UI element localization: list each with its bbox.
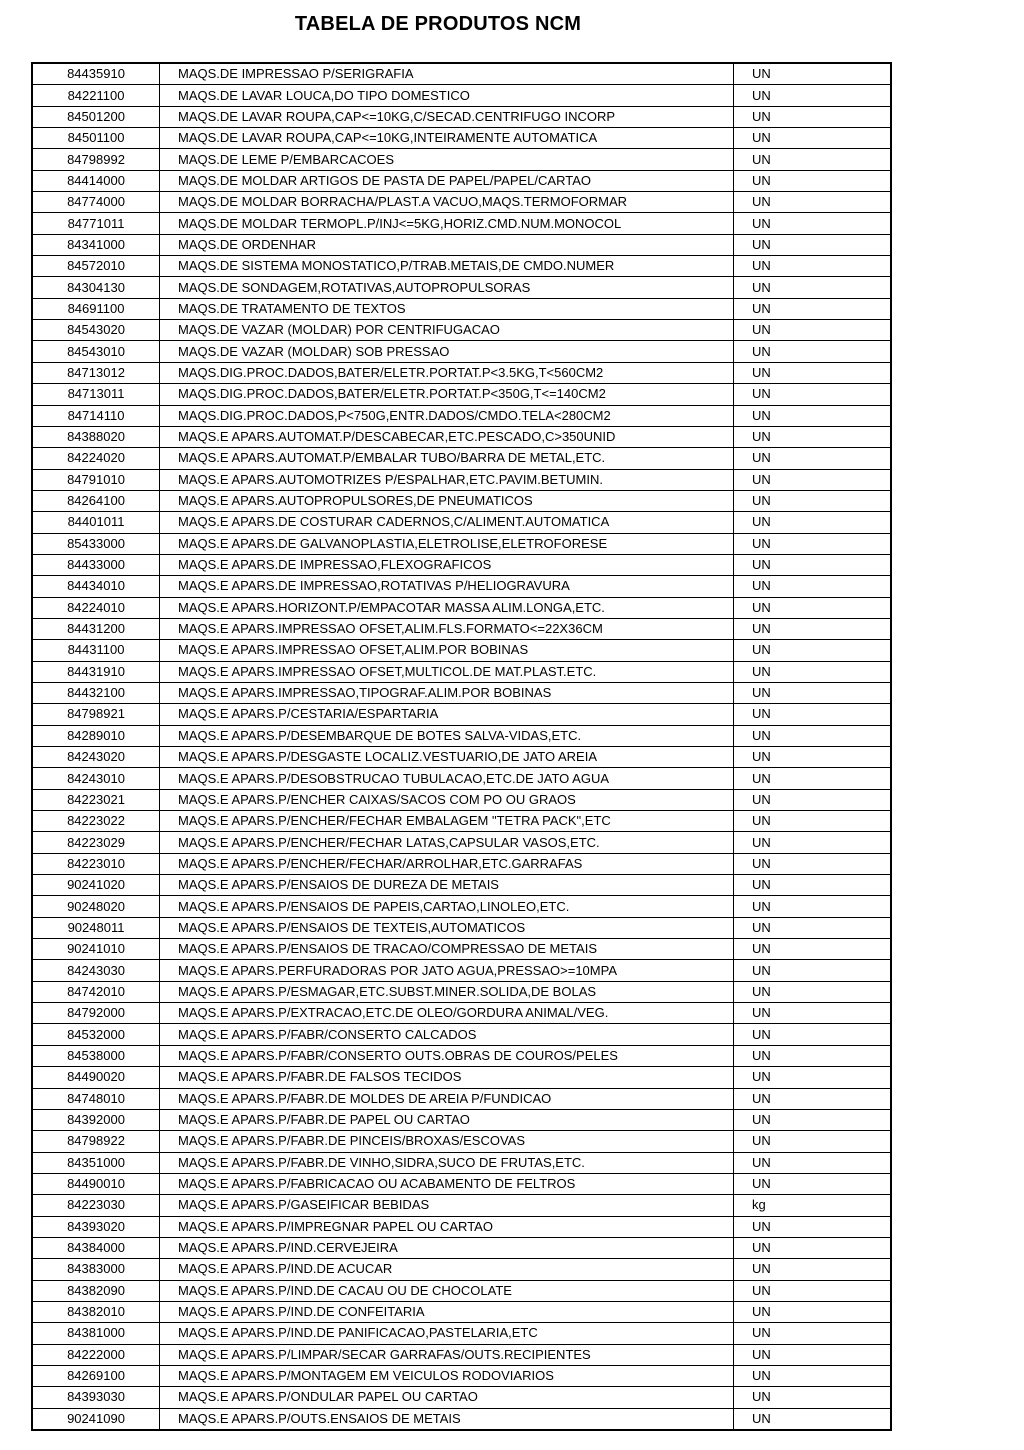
ncm-code-cell: 84264100 (32, 490, 160, 511)
ncm-code-cell: 84289010 (32, 725, 160, 746)
description-cell: MAQS.DIG.PROC.DADOS,BATER/ELETR.PORTAT.P<350G,T<=140CM2 (160, 384, 734, 405)
table-row (32, 1045, 891, 1066)
description-cell: MAQS.E APARS.P/DESGASTE LOCALIZ.VESTUARIO,DE JATO AREIA (160, 747, 734, 768)
unit-cell: UN (734, 1173, 892, 1194)
ncm-code-cell: 84223030 (32, 1195, 160, 1216)
description-cell: MAQS.E APARS.IMPRESSAO OFSET,ALIM.POR BOBINAS (160, 640, 734, 661)
description-cell: MAQS.E APARS.AUTOMAT.P/DESCABECAR,ETC.PESCADO,C>350UNID (160, 426, 734, 447)
unit-cell: UN (734, 298, 892, 319)
ncm-code-cell: 84431200 (32, 618, 160, 639)
description-cell: MAQS.DE MOLDAR BORRACHA/PLAST.A VACUO,MAQS.TERMOFORMAR (160, 192, 734, 213)
table-row (32, 1408, 891, 1430)
table-row (32, 875, 891, 896)
unit-cell: UN (734, 768, 892, 789)
ncm-code-cell: 84691100 (32, 298, 160, 319)
unit-cell: UN (734, 618, 892, 639)
description-cell: MAQS.E APARS.DE GALVANOPLASTIA,ELETROLISE,ELETROFORESE (160, 533, 734, 554)
ncm-code-cell: 84243010 (32, 768, 160, 789)
table-row (32, 106, 891, 127)
description-cell: MAQS.DE VAZAR (MOLDAR) SOB PRESSAO (160, 341, 734, 362)
unit-cell: UN (734, 405, 892, 426)
unit-cell: UN (734, 811, 892, 832)
description-cell: MAQS.E APARS.IMPRESSAO,TIPOGRAF.ALIM.POR BOBINAS (160, 682, 734, 703)
unit-cell: UN (734, 256, 892, 277)
ncm-code-cell: 84713011 (32, 384, 160, 405)
table-row (32, 789, 891, 810)
unit-cell: UN (734, 341, 892, 362)
unit-cell: UN (734, 1045, 892, 1066)
description-cell: MAQS.E APARS.P/ENSAIOS DE TRACAO/COMPRESSAO DE METAIS (160, 939, 734, 960)
ncm-code-cell: 84798921 (32, 704, 160, 725)
description-cell: MAQS.E APARS.P/ENCHER/FECHAR/ARROLHAR,ETC.GARRAFAS (160, 853, 734, 874)
table-row (32, 533, 891, 554)
table-row (32, 1323, 891, 1344)
table-row (32, 1237, 891, 1258)
table-row (32, 234, 891, 255)
ncm-code-cell: 84392000 (32, 1109, 160, 1130)
description-cell: MAQS.DE TRATAMENTO DE TEXTOS (160, 298, 734, 319)
ncm-code-cell: 84431100 (32, 640, 160, 661)
ncm-code-cell: 84771011 (32, 213, 160, 234)
table-row (32, 597, 891, 618)
unit-cell: UN (734, 960, 892, 981)
table-row (32, 811, 891, 832)
unit-cell: UN (734, 747, 892, 768)
ncm-code-cell: 84543010 (32, 341, 160, 362)
ncm-code-cell: 84543020 (32, 320, 160, 341)
table-row (32, 960, 891, 981)
page-title: TABELA DE PRODUTOS NCM (294, 13, 582, 35)
description-cell: MAQS.E APARS.P/ENSAIOS DE PAPEIS,CARTAO,LINOLEO,ETC. (160, 896, 734, 917)
unit-cell: UN (734, 1280, 892, 1301)
unit-cell: UN (734, 170, 892, 191)
table-row (32, 704, 891, 725)
ncm-code-cell: 84243020 (32, 747, 160, 768)
unit-cell: UN (734, 1408, 892, 1430)
description-cell: MAQS.E APARS.P/IND.DE ACUCAR (160, 1259, 734, 1280)
unit-cell: UN (734, 490, 892, 511)
table-row (32, 362, 891, 383)
table-row (32, 853, 891, 874)
table-row (32, 682, 891, 703)
table-row (32, 1301, 891, 1322)
table-row (32, 512, 891, 533)
ncm-code-cell: 84713012 (32, 362, 160, 383)
table-row (32, 981, 891, 1002)
ncm-code-cell: 84798992 (32, 149, 160, 170)
unit-cell: UN (734, 106, 892, 127)
ncm-code-cell: 84382010 (32, 1301, 160, 1322)
description-cell: MAQS.E APARS.AUTOPROPULSORES,DE PNEUMATICOS (160, 490, 734, 511)
unit-cell: UN (734, 469, 892, 490)
unit-cell: UN (734, 640, 892, 661)
unit-cell: UN (734, 533, 892, 554)
table-row (32, 448, 891, 469)
description-cell: MAQS.E APARS.P/IND.DE CACAU OU DE CHOCOLATE (160, 1280, 734, 1301)
unit-cell: UN (734, 704, 892, 725)
ncm-code-cell: 84433000 (32, 554, 160, 575)
unit-cell: UN (734, 320, 892, 341)
ncm-code-cell: 84393020 (32, 1216, 160, 1237)
table-row (32, 768, 891, 789)
ncm-code-cell: 84223022 (32, 811, 160, 832)
description-cell: MAQS.E APARS.DE IMPRESSAO,ROTATIVAS P/HELIOGRAVURA (160, 576, 734, 597)
unit-cell: kg (734, 1195, 892, 1216)
unit-cell: UN (734, 554, 892, 575)
unit-cell: UN (734, 661, 892, 682)
ncm-code-cell: 90241010 (32, 939, 160, 960)
unit-cell: UN (734, 576, 892, 597)
table-row (32, 896, 891, 917)
unit-cell: UN (734, 1387, 892, 1408)
unit-cell: UN (734, 512, 892, 533)
table-row (32, 1280, 891, 1301)
table-row (32, 1024, 891, 1045)
ncm-code-cell: 84414000 (32, 170, 160, 191)
table-row (32, 170, 891, 191)
description-cell: MAQS.E APARS.DE COSTURAR CADERNOS,C/ALIMENT.AUTOMATICA (160, 512, 734, 533)
unit-cell: UN (734, 384, 892, 405)
table-row (32, 618, 891, 639)
description-cell: MAQS.E APARS.AUTOMOTRIZES P/ESPALHAR,ETC.PAVIM.BETUMIN. (160, 469, 734, 490)
description-cell: MAQS.E APARS.P/ONDULAR PAPEL OU CARTAO (160, 1387, 734, 1408)
unit-cell: UN (734, 448, 892, 469)
table-row (32, 661, 891, 682)
unit-cell: UN (734, 725, 892, 746)
description-cell: MAQS.DE LAVAR LOUCA,DO TIPO DOMESTICO (160, 85, 734, 106)
description-cell: MAQS.E APARS.P/DESOBSTRUCAO TUBULACAO,ETC.DE JATO AGUA (160, 768, 734, 789)
ncm-code-cell: 84435910 (32, 63, 160, 85)
description-cell: MAQS.E APARS.IMPRESSAO OFSET,MULTICOL.DE MAT.PLAST.ETC. (160, 661, 734, 682)
table-body (32, 63, 891, 1430)
ncm-code-cell: 84224010 (32, 597, 160, 618)
description-cell: MAQS.E APARS.P/ESMAGAR,ETC.SUBST.MINER.SOLIDA,DE BOLAS (160, 981, 734, 1002)
table-row (32, 1003, 891, 1024)
table-row (32, 554, 891, 575)
description-cell: MAQS.E APARS.P/GASEIFICAR BEBIDAS (160, 1195, 734, 1216)
table-row (32, 298, 891, 319)
ncm-code-cell: 84532000 (32, 1024, 160, 1045)
description-cell: MAQS.E APARS.P/IND.DE CONFEITARIA (160, 1301, 734, 1322)
table-row (32, 1088, 891, 1109)
description-cell: MAQS.E APARS.HORIZONT.P/EMPACOTAR MASSA ALIM.LONGA,ETC. (160, 597, 734, 618)
unit-cell: UN (734, 213, 892, 234)
description-cell: MAQS.E APARS.PERFURADORAS POR JATO AGUA,PRESSAO>=10MPA (160, 960, 734, 981)
description-cell: MAQS.DE VAZAR (MOLDAR) POR CENTRIFUGACAO (160, 320, 734, 341)
ncm-code-cell: 84431910 (32, 661, 160, 682)
ncm-code-cell: 84572010 (32, 256, 160, 277)
unit-cell: UN (734, 192, 892, 213)
description-cell: MAQS.E APARS.AUTOMAT.P/EMBALAR TUBO/BARRA DE METAL,ETC. (160, 448, 734, 469)
table-row (32, 341, 891, 362)
table-row (32, 1259, 891, 1280)
table-row (32, 1131, 891, 1152)
ncm-code-cell: 84269100 (32, 1365, 160, 1386)
unit-cell: UN (734, 896, 892, 917)
table-row (32, 576, 891, 597)
ncm-code-cell: 84382090 (32, 1280, 160, 1301)
ncm-code-cell: 90248011 (32, 917, 160, 938)
description-cell: MAQS.E APARS.P/ENSAIOS DE DUREZA DE METAIS (160, 875, 734, 896)
table-row (32, 320, 891, 341)
description-cell: MAQS.E APARS.P/ENSAIOS DE TEXTEIS,AUTOMATICOS (160, 917, 734, 938)
description-cell: MAQS.E APARS.P/FABR.DE PINCEIS/BROXAS/ESCOVAS (160, 1131, 734, 1152)
description-cell: MAQS.E APARS.P/FABR.DE PAPEL OU CARTAO (160, 1109, 734, 1130)
ncm-code-cell: 84432100 (32, 682, 160, 703)
description-cell: MAQS.DE MOLDAR ARTIGOS DE PASTA DE PAPEL/PAPEL/CARTAO (160, 170, 734, 191)
description-cell: MAQS.E APARS.P/CESTARIA/ESPARTARIA (160, 704, 734, 725)
description-cell: MAQS.E APARS.P/OUTS.ENSAIOS DE METAIS (160, 1408, 734, 1430)
table-row (32, 939, 891, 960)
description-cell: MAQS.DE IMPRESSAO P/SERIGRAFIA (160, 63, 734, 85)
unit-cell: UN (734, 853, 892, 874)
table-row (32, 1173, 891, 1194)
unit-cell: UN (734, 426, 892, 447)
ncm-code-cell: 84434010 (32, 576, 160, 597)
description-cell: MAQS.E APARS.P/ENCHER/FECHAR EMBALAGEM "TETRA PACK",ETC (160, 811, 734, 832)
description-cell: MAQS.E APARS.P/FABR/CONSERTO OUTS.OBRAS DE COUROS/PELES (160, 1045, 734, 1066)
ncm-code-cell: 84223029 (32, 832, 160, 853)
unit-cell: UN (734, 789, 892, 810)
ncm-code-cell: 84501200 (32, 106, 160, 127)
unit-cell: UN (734, 1301, 892, 1322)
table-row (32, 490, 891, 511)
description-cell: MAQS.DIG.PROC.DADOS,BATER/ELETR.PORTAT.P<3.5KG,T<560CM2 (160, 362, 734, 383)
description-cell: MAQS.DE LEME P/EMBARCACOES (160, 149, 734, 170)
ncm-code-cell: 84223010 (32, 853, 160, 874)
ncm-code-cell: 84792000 (32, 1003, 160, 1024)
table-row (32, 1387, 891, 1408)
unit-cell: UN (734, 682, 892, 703)
table-row (32, 1067, 891, 1088)
ncm-code-cell: 84381000 (32, 1323, 160, 1344)
table-row (32, 1344, 891, 1365)
unit-cell: UN (734, 1067, 892, 1088)
table-row (32, 469, 891, 490)
description-cell: MAQS.E APARS.P/MONTAGEM EM VEICULOS RODOVIARIOS (160, 1365, 734, 1386)
ncm-code-cell: 84221100 (32, 85, 160, 106)
ncm-code-cell: 84774000 (32, 192, 160, 213)
table-row (32, 1365, 891, 1386)
table-row (32, 85, 891, 106)
table-row (32, 1152, 891, 1173)
ncm-code-cell: 84798922 (32, 1131, 160, 1152)
unit-cell: UN (734, 277, 892, 298)
ncm-code-cell: 84401011 (32, 512, 160, 533)
description-cell: MAQS.E APARS.DE IMPRESSAO,FLEXOGRAFICOS (160, 554, 734, 575)
ncm-code-cell: 84222000 (32, 1344, 160, 1365)
description-cell: MAQS.E APARS.P/IMPREGNAR PAPEL OU CARTAO (160, 1216, 734, 1237)
unit-cell: UN (734, 917, 892, 938)
description-cell: MAQS.DE LAVAR ROUPA,CAP<=10KG,C/SECAD.CENTRIFUGO INCORP (160, 106, 734, 127)
unit-cell: UN (734, 1152, 892, 1173)
ncm-code-cell: 84748010 (32, 1088, 160, 1109)
unit-cell: UN (734, 128, 892, 149)
ncm-code-cell: 84490010 (32, 1173, 160, 1194)
table-row (32, 63, 891, 85)
ncm-code-cell: 84341000 (32, 234, 160, 255)
description-cell: MAQS.E APARS.IMPRESSAO OFSET,ALIM.FLS.FORMATO<=22X36CM (160, 618, 734, 639)
ncm-code-cell: 84393030 (32, 1387, 160, 1408)
table-row (32, 256, 891, 277)
ncm-code-cell: 90241090 (32, 1408, 160, 1430)
table-row (32, 277, 891, 298)
unit-cell: UN (734, 234, 892, 255)
description-cell: MAQS.E APARS.P/IND.CERVEJEIRA (160, 1237, 734, 1258)
unit-cell: UN (734, 85, 892, 106)
unit-cell: UN (734, 1088, 892, 1109)
unit-cell: UN (734, 832, 892, 853)
description-cell: MAQS.E APARS.P/IND.DE PANIFICACAO,PASTELARIA,ETC (160, 1323, 734, 1344)
table-row (32, 149, 891, 170)
ncm-code-cell: 84490020 (32, 1067, 160, 1088)
ncm-code-cell: 84351000 (32, 1152, 160, 1173)
description-cell: MAQS.E APARS.P/LIMPAR/SECAR GARRAFAS/OUTS.RECIPIENTES (160, 1344, 734, 1365)
table-row (32, 1195, 891, 1216)
description-cell: MAQS.E APARS.P/ENCHER CAIXAS/SACOS COM PO OU GRAOS (160, 789, 734, 810)
description-cell: MAQS.E APARS.P/DESEMBARQUE DE BOTES SALVA-VIDAS,ETC. (160, 725, 734, 746)
description-cell: MAQS.DE MOLDAR TERMOPL.P/INJ<=5KG,HORIZ.CMD.NUM.MONOCOL (160, 213, 734, 234)
table-row (32, 747, 891, 768)
unit-cell: UN (752, 66, 771, 82)
description-cell: MAQS.E APARS.P/FABR/CONSERTO CALCADOS (160, 1024, 734, 1045)
ncm-code-cell: 84223021 (32, 789, 160, 810)
description-cell: MAQS.E APARS.P/ENCHER/FECHAR LATAS,CAPSULAR VASOS,ETC. (160, 832, 734, 853)
unit-cell: UN (734, 1109, 892, 1130)
ncm-code-cell: 90241020 (32, 875, 160, 896)
description-cell: MAQS.DE SONDAGEM,ROTATIVAS,AUTOPROPULSORAS (160, 277, 734, 298)
description-cell: MAQS.DE SISTEMA MONOSTATICO,P/TRAB.METAIS,DE CMDO.NUMER (160, 256, 734, 277)
ncm-code-cell: 84791010 (32, 469, 160, 490)
table-row (32, 832, 891, 853)
ncm-code-cell: 85433000 (32, 533, 160, 554)
table-row (32, 725, 891, 746)
unit-cell: UN (734, 362, 892, 383)
unit-cell: UN (734, 981, 892, 1002)
description-cell: MAQS.E APARS.P/FABR.DE MOLDES DE AREIA P/FUNDICAO (160, 1088, 734, 1109)
description-cell: MAQS.DIG.PROC.DADOS,P<750G,ENTR.DADOS/CMDO.TELA<280CM2 (160, 405, 734, 426)
ncm-code-cell: 84714110 (32, 405, 160, 426)
unit-cell: UN (734, 939, 892, 960)
unit-cell: UN (734, 1344, 892, 1365)
unit-cell: UN (734, 1323, 892, 1344)
table-row (32, 128, 891, 149)
description-cell: MAQS.E APARS.P/FABR.DE FALSOS TECIDOS (160, 1067, 734, 1088)
ncm-code-cell: 84501100 (32, 128, 160, 149)
unit-cell: UN (734, 1024, 892, 1045)
unit-cell: UN (734, 1003, 892, 1024)
ncm-code-cell: 84538000 (32, 1045, 160, 1066)
description-cell: MAQS.DE LAVAR ROUPA,CAP<=10KG,INTEIRAMENTE AUTOMATICA (160, 128, 734, 149)
ncm-code-cell: 84243030 (32, 960, 160, 981)
table-row (32, 426, 891, 447)
ncm-code-cell: 90248020 (32, 896, 160, 917)
table-row (32, 1216, 891, 1237)
table-row (32, 917, 891, 938)
ncm-products-table (31, 62, 892, 1431)
description-cell: MAQS.E APARS.P/FABRICACAO OU ACABAMENTO DE FELTROS (160, 1173, 734, 1194)
table-row (32, 192, 891, 213)
unit-cell: UN (734, 1131, 892, 1152)
ncm-code-cell: 84304130 (32, 277, 160, 298)
ncm-code-cell: 84224020 (32, 448, 160, 469)
description-cell: MAQS.E APARS.P/FABR.DE VINHO,SIDRA,SUCO DE FRUTAS,ETC. (160, 1152, 734, 1173)
unit-cell: UN (734, 597, 892, 618)
table-row (32, 1109, 891, 1130)
ncm-code-cell: 84742010 (32, 981, 160, 1002)
ncm-code-cell: 84384000 (32, 1237, 160, 1258)
ncm-code-cell: 84383000 (32, 1259, 160, 1280)
table-row (32, 384, 891, 405)
unit-cell: UN (734, 1237, 892, 1258)
table-row (32, 640, 891, 661)
unit-cell: UN (734, 149, 892, 170)
description-cell: MAQS.E APARS.P/EXTRACAO,ETC.DE OLEO/GORDURA ANIMAL/VEG. (160, 1003, 734, 1024)
description-cell: MAQS.DE ORDENHAR (160, 234, 734, 255)
table-row (32, 213, 891, 234)
unit-cell: UN (734, 1259, 892, 1280)
unit-cell: UN (734, 875, 892, 896)
unit-cell: UN (734, 1216, 892, 1237)
table-row (32, 405, 891, 426)
unit-cell: UN (734, 1365, 892, 1386)
ncm-code-cell: 84388020 (32, 426, 160, 447)
